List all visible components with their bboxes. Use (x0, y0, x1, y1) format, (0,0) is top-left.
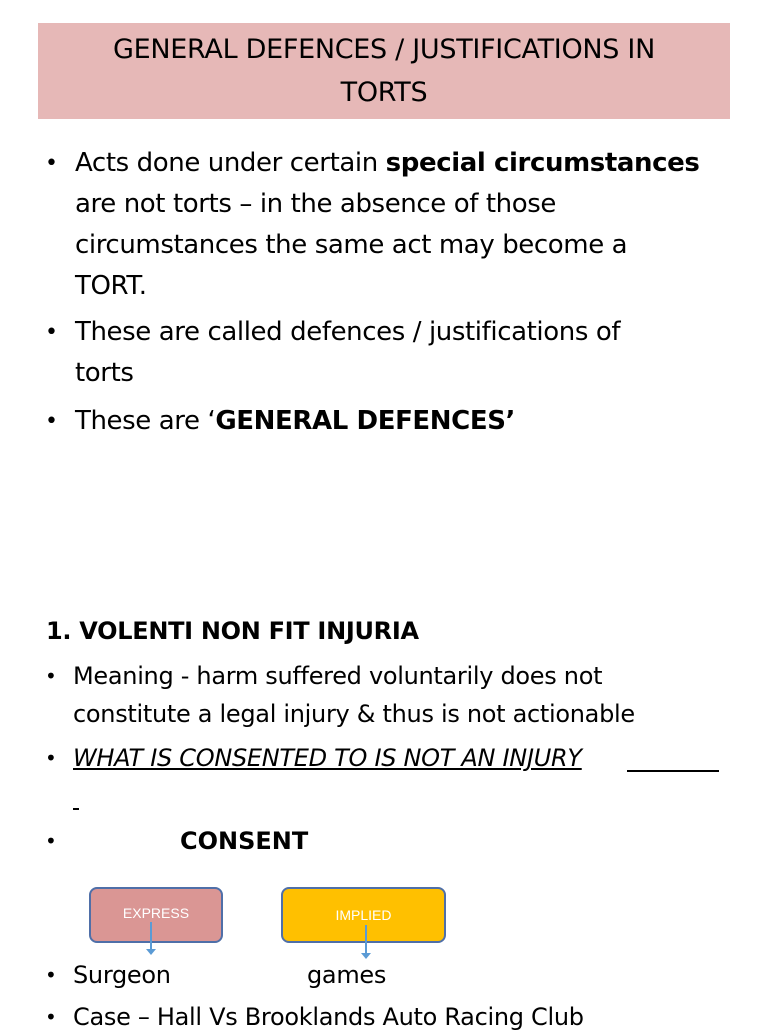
bullet-text-pre: Acts done under certain (75, 148, 386, 178)
implied-box (281, 887, 446, 943)
bullet-maxim (45, 739, 582, 777)
dash-mark (73, 808, 79, 810)
example-surgeon: Surgeon (73, 961, 171, 989)
express-box (89, 887, 223, 943)
slide-title-line-2: TORTS (340, 77, 428, 108)
bullet-dot: • (45, 664, 57, 688)
bullet-text-line: torts (75, 358, 134, 388)
bullet-case (45, 998, 584, 1036)
consent-label: CONSENT (180, 827, 309, 855)
section-heading: 1. VOLENTI NON FIT INJURIA (46, 617, 419, 645)
bullet-meaning (45, 657, 635, 733)
bullet-text-line: circumstances the same act may become a (75, 230, 628, 260)
implied-label: IMPLIED (335, 907, 392, 923)
bullet-special-circumstances (45, 143, 700, 307)
slide-title-line-1: GENERAL DEFENCES / JUSTIFICATIONS IN (113, 34, 655, 65)
bullet-text-line: Meaning - harm suffered voluntarily does not (73, 662, 603, 690)
bullet-text-line: constitute a legal injury & thus is not actionable (73, 700, 635, 728)
bullet-text-bold: GENERAL DEFENCES’ (215, 406, 515, 436)
case-text: Case – Hall Vs Brooklands Auto Racing Club (73, 1003, 584, 1031)
bullet-dot: • (45, 829, 57, 853)
bullet-dot: • (45, 746, 57, 770)
example-games: games (307, 961, 387, 989)
bullet-dot: • (45, 320, 58, 345)
bullet-dot: • (45, 1005, 57, 1029)
bullet-text-line: are not torts – in the absence of those (75, 189, 556, 219)
bullet-text-bold: special circumstances (385, 148, 700, 178)
bullet-text-line: These are called defences / justifications of (75, 317, 621, 347)
bullet-examples (45, 956, 171, 994)
bullet-called-defences (45, 312, 621, 394)
maxim-text: WHAT IS CONSENTED TO IS NOT AN INJURY (73, 744, 582, 772)
bullet-dot: • (45, 409, 58, 434)
bullet-text-pre: These are ‘ (75, 406, 216, 436)
express-label: EXPRESS (122, 905, 190, 921)
bullet-text-line: TORT. (75, 271, 147, 301)
implied-arrow (365, 925, 367, 954)
bullet-general-defences (45, 401, 515, 442)
example-games-wrap (307, 956, 386, 994)
underline-rule (627, 770, 719, 772)
express-arrow (150, 922, 152, 950)
slide-title (38, 23, 730, 119)
bullet-dot: • (45, 963, 57, 987)
bullet-dot: • (45, 151, 58, 176)
